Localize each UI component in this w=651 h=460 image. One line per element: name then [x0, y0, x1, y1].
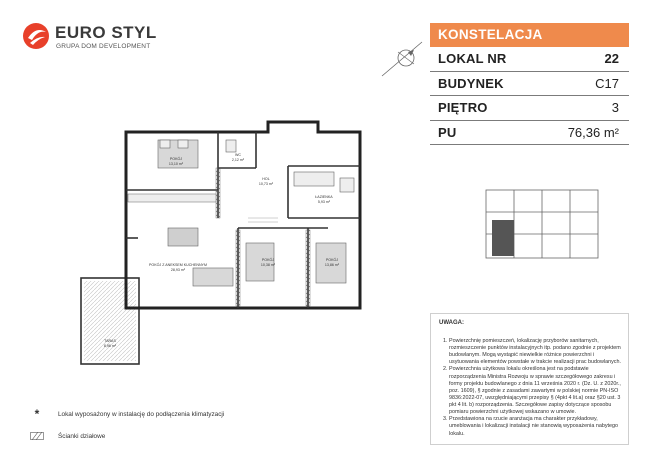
room-area: 13,86 m² [324, 263, 340, 267]
brand-logo-icon [22, 22, 50, 50]
info-value: 3 [611, 100, 619, 116]
unit-highlight [492, 220, 514, 256]
note-item: 2. Powierzchnia użytkowa lokalu określona jest na podstawie rozporządzenia Ministra Rozwoju w sprawie szczegółowego zakresu i formy projektu budowlanego z dnia 11 września 2020 r. (Dz. U. z 2020r., poz. 1609), § zgodnie z zasadami zawartymi w polskiej normie PN-ISO 9836:2022-07, uwzględniającymi przepisy § (4pkt 4 lit.a) oraz §20 ust. 3 pkt 4 lit. b) rozporządzenia. Szczegółowe zapisy dotyczące sposobu pomiaru powierzchni użytkowej wskazano w umowie. [449, 366, 622, 416]
info-label: LOKAL NR [438, 51, 507, 67]
info-value: 76,36 m² [567, 124, 619, 140]
hatched-wall-icon [30, 432, 44, 440]
legend-label: Ścianki działowe [58, 432, 106, 440]
room-area: 10,38 m² [260, 263, 276, 267]
room-area: 10,73 m² [258, 182, 274, 186]
room-label: HOL [262, 177, 270, 181]
info-label: PIĘTRO [438, 100, 488, 116]
room-label: POKÓJ [261, 258, 275, 262]
legend [30, 403, 224, 447]
info-label: BUDYNEK [438, 75, 504, 91]
room-area: 5,93 m² [317, 200, 331, 204]
note-item: 3. Przedstawiona na rzucie aranżacja ma charakter przykładowy, umeblowania i lokalizacji instalacji nie stanowią wyposażenia nabytego lokalu. [449, 416, 622, 437]
legend-label: Lokal wyposażony w instalację do podłączenia klimatyzacji [58, 410, 225, 418]
info-value: C17 [595, 75, 619, 91]
unit-info-panel [430, 23, 629, 145]
legend-item [30, 425, 224, 447]
room-area: 13,10 m² [168, 162, 184, 166]
room-area: 2,12 m² [231, 158, 245, 162]
building-location-plan [484, 184, 600, 264]
room-label: POKÓJ [325, 258, 339, 262]
room-label: TARAS [104, 339, 116, 343]
floor-plan [78, 118, 378, 384]
info-row-floor [430, 96, 629, 121]
info-label: PU [438, 124, 457, 140]
legend-item [30, 403, 224, 425]
room-label: WC [235, 153, 241, 157]
notes-box [430, 313, 629, 445]
room-area: 28,93 m² [170, 268, 186, 272]
room-label: ŁAZIENKA [315, 195, 333, 199]
info-row-building [430, 72, 629, 97]
info-value: 22 [604, 51, 619, 67]
note-item: 1. Powierzchnię pomieszczeń, lokalizację przyborów sanitarnych, rozmieszczenie punktów instalacyjnych itp. podano zgodnie z projektem budowlanym. Mogą wystąpić niewielkie różnice powierzchni i usytuowania elementów powstałe w trakcie realizacji prac budowlanych. [449, 338, 622, 367]
north-arrow-icon [378, 38, 426, 86]
brand-subtitle: GRUPA DOM DEVELOPMENT [56, 43, 151, 50]
project-title: KONSTELACJA [430, 23, 629, 47]
info-row-area [430, 121, 629, 146]
room-label: POKÓJ Z ANEKSEM KUCHENNYM [149, 263, 207, 267]
notes-heading: UWAGA: [439, 320, 464, 326]
asterisk-icon: * [34, 407, 40, 421]
info-row-unit [430, 47, 629, 72]
room-label: POKÓJ [169, 157, 183, 161]
room-area: 8,96 m² [103, 344, 117, 348]
brand-name: EURO STYL [55, 23, 157, 42]
